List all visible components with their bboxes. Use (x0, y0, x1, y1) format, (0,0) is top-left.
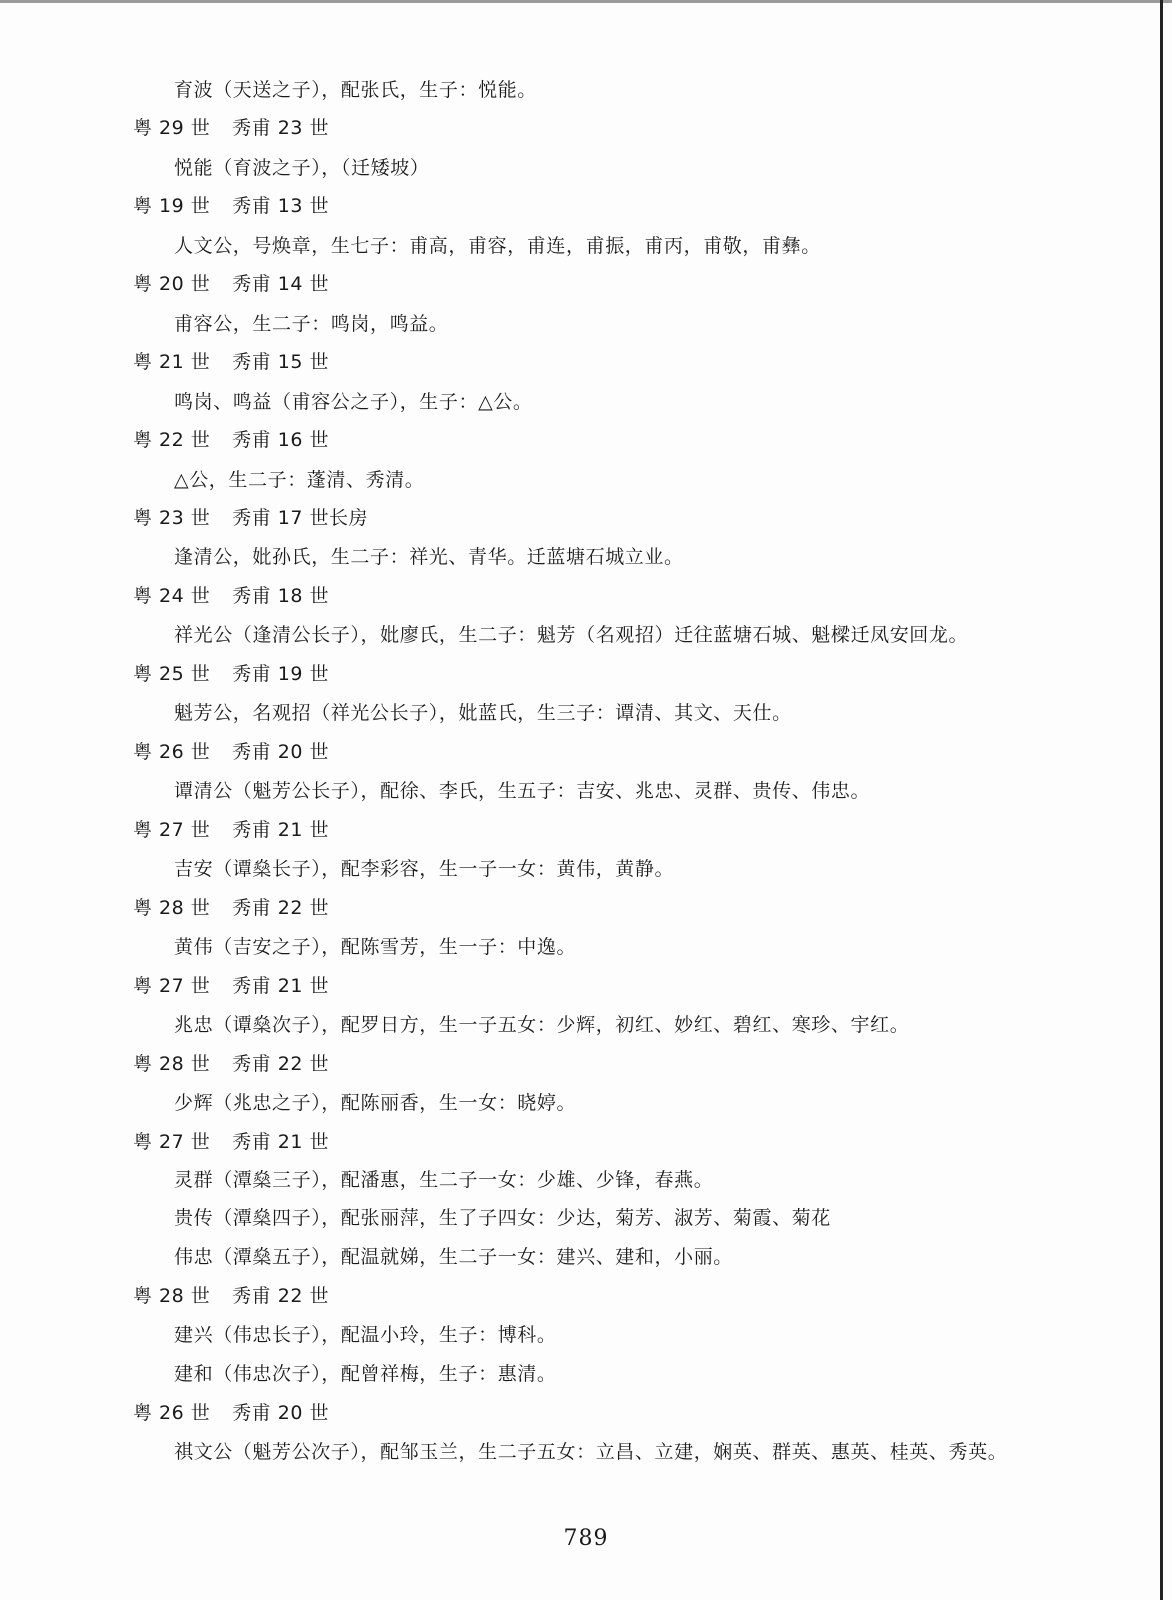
entry-line: 祺文公（魁芳公次子），配邹玉兰，生二子五女：立昌、立建，娴英、群英、惠英、桂英、秀英。 (174, 1441, 1008, 1463)
generation-heading: 粤 20 世 秀甫 14 世 (133, 273, 330, 295)
generation-heading: 粤 27 世 秀甫 21 世 (133, 975, 330, 997)
entry-line: 甫容公，生二子：鸣岗，鸣益。 (174, 313, 449, 335)
generation-heading: 粤 28 世 秀甫 22 世 (133, 897, 330, 919)
generation-heading: 粤 23 世 秀甫 17 世长房 (133, 507, 369, 529)
page-number: 789 (563, 1526, 609, 1551)
entry-line: 兆忠（谭燊次子），配罗日方，生一子五女：少辉，初红、妙红、碧红、寒珍、宇红。 (174, 1014, 910, 1036)
entry-line: 黄伟（吉安之子），配陈雪芳，生一子：中逸。 (174, 936, 577, 958)
generation-heading: 粤 28 世 秀甫 22 世 (133, 1053, 330, 1075)
entry-line: 悦能（育波之子），（迁矮坡） (174, 157, 430, 179)
entry-line: 祥光公（逢清公长子），妣廖氏，生二子：魁芳（名观招）迁往蓝塘石城、魁樑迁凤安回龙。 (174, 624, 969, 646)
entry-line: 育波（天送之子），配张氏，生子：悦能。 (174, 79, 537, 101)
generation-heading: 粤 28 世 秀甫 22 世 (133, 1285, 330, 1307)
entry-line: 谭清公（魁芳公长子），配徐、李氏，生五子：吉安、兆忠、灵群、贵传、伟忠。 (174, 780, 871, 802)
entry-line: 人文公，号焕章，生七子：甫高，甫容，甫连，甫振，甫丙，甫敬，甫彝。 (174, 235, 821, 257)
entry-line: 贵传（潭燊四子），配张丽萍，生了子四女：少达，菊芳、淑芳、菊霞、菊花 (174, 1207, 831, 1229)
generation-heading: 粤 22 世 秀甫 16 世 (133, 429, 330, 451)
generation-heading: 粤 26 世 秀甫 20 世 (133, 741, 330, 763)
generation-heading: 粤 26 世 秀甫 20 世 (133, 1402, 330, 1424)
entry-line: 逢清公，妣孙氏，生二子：祥光、青华。迁蓝塘石城立业。 (174, 546, 684, 568)
entry-line: 建和（伟忠次子），配曾祥梅，生子：惠清。 (174, 1363, 557, 1385)
entry-line: 吉安（谭燊长子），配李彩容，生一子一女：黄伟，黄静。 (174, 858, 675, 880)
right-edge-line (1160, 0, 1163, 1600)
generation-heading: 粤 27 世 秀甫 21 世 (133, 819, 330, 841)
generation-heading: 粤 19 世 秀甫 13 世 (133, 195, 330, 217)
entry-line: 魁芳公，名观招（祥光公长子），妣蓝氏，生三子：谭清、其文、天仕。 (174, 702, 792, 724)
generation-heading: 粤 27 世 秀甫 21 世 (133, 1131, 330, 1153)
entry-line: △公，生二子：蓬清、秀清。 (174, 469, 425, 491)
entry-line: 少辉（兆忠之子），配陈丽香，生一女：晓婷。 (174, 1092, 577, 1114)
generation-heading: 粤 25 世 秀甫 19 世 (133, 663, 330, 685)
entry-line: 灵群（潭燊三子），配潘惠，生二子一女：少雄、少锋，春燕。 (174, 1169, 714, 1191)
entry-line: 伟忠（潭燊五子），配温就娣，生二子一女：建兴、建和，小丽。 (174, 1246, 733, 1268)
generation-heading: 粤 24 世 秀甫 18 世 (133, 585, 330, 607)
entry-line: 建兴（伟忠长子），配温小玲，生子：博科。 (174, 1324, 557, 1346)
generation-heading: 粤 21 世 秀甫 15 世 (133, 351, 330, 373)
generation-heading: 粤 29 世 秀甫 23 世 (133, 117, 330, 139)
entry-line: 鸣岗、鸣益（甫容公之子），生子：△公。 (174, 391, 533, 413)
